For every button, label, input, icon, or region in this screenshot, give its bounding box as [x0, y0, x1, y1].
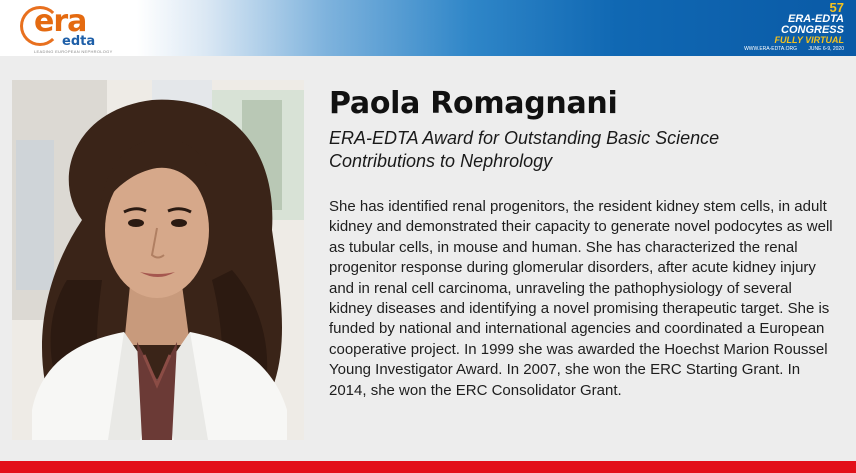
congress-website: WWW.ERA-EDTA.ORG — [744, 46, 798, 52]
footer-accent-bar — [0, 461, 856, 473]
logo-tagline: LEADING EUROPEAN NEPHROLOGY — [34, 49, 113, 54]
portrait-photo — [12, 80, 304, 440]
congress-line3: FULLY VIRTUAL — [774, 35, 844, 45]
awardee-bio: She has identified renal progenitors, the resident kidney stem cells, in adult kidney and demonstrated their capacity to generate novel podocytes as well as tubular cells, in mouse and human. She has characterized the renal progenitor response during glomerular disorders, after acute kidney injury and in renal cell carcinoma, unraveling the pathophysiology of several kidney diseases and identifying a novel promising therapeutic target. She is funded by national and international agencies and coordinated a European cooperative project. In 1999 she was awarded the Hoechst Marion Roussel Young Investigator Award. In 2007, she won the ERC Starting Grant. In 2014, she won the ERC Consolidator Grant. — [329, 198, 833, 399]
congress-number: 57 — [829, 0, 844, 15]
slide-header — [0, 0, 856, 56]
awardee-name: Paola Romagnani — [329, 86, 618, 121]
congress-logo — [724, 2, 844, 54]
award-title: ERA-EDTA Award for Outstanding Basic Science Contributions to Nephrology — [329, 128, 720, 171]
congress-line2: CONGRESS — [781, 24, 844, 36]
congress-line1: ERA-EDTA — [787, 13, 844, 25]
congress-dates: JUNE 6-9, 2020 — [808, 46, 844, 52]
era-edta-logo — [20, 4, 113, 54]
congress-footer — [724, 45, 844, 53]
logo-edta-text: edta — [62, 34, 96, 49]
logo-era-text: era — [34, 4, 87, 39]
